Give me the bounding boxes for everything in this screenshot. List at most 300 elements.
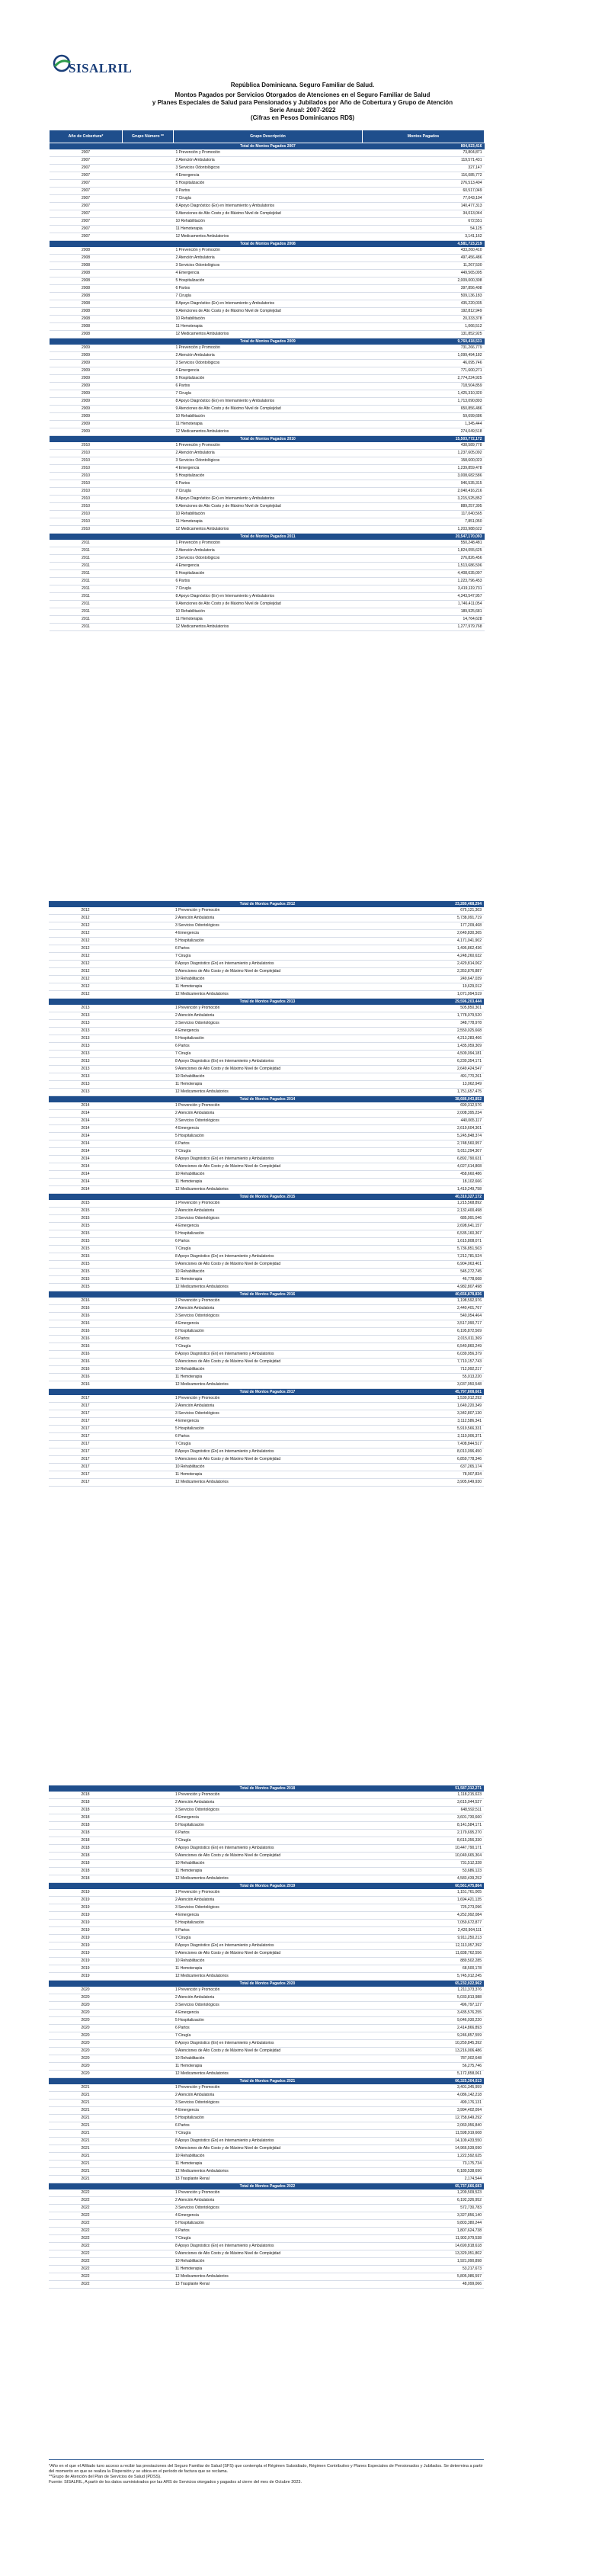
year-cell: 2012 <box>49 915 122 922</box>
amount-cell: 12,113,057,392 <box>362 1942 484 1950</box>
group-number-cell <box>122 1987 173 1994</box>
group-number-cell <box>123 511 174 518</box>
table-row <box>50 473 485 480</box>
group-description-cell: 9 Atenciones de Alto Costo y de Máximo Nivel de Complejidad <box>173 1359 362 1366</box>
table-row <box>49 1942 484 1950</box>
table-row <box>49 1837 484 1845</box>
year-cell: 2015 <box>49 1208 122 1215</box>
year-cell: 2013 <box>49 1051 122 1058</box>
amount-cell: 14,764,628 <box>363 616 485 624</box>
table-row <box>50 293 485 300</box>
total-spacer <box>122 1785 173 1792</box>
footnote-1: *Año en el que el Afiliado tuvo acceso a recibir las prestaciones del Seguro Familiar de Salud (SFS) que contempla el Régimen Subsidiado, Régimen Contributivo y Planes Especiales de Pensionados y Jubilados. Se determina a partir del momento en que se realiza la Dispersión y se ubica en el período de factura que se reclama. <box>49 2464 483 2474</box>
amount-cell: 2,649,424,547 <box>362 1066 484 1073</box>
group-number-cell <box>122 2100 173 2107</box>
group-number-cell <box>122 1156 173 1163</box>
amount-cell: 14,966,539,690 <box>362 2145 484 2153</box>
year-cell: 2017 <box>49 1395 122 1403</box>
year-cell: 2022 <box>49 2197 122 2205</box>
amount-cell: 2,619,604,301 <box>362 1125 484 1133</box>
group-number-cell <box>123 172 174 180</box>
year-total-label: Total de Montos Pagados 2007 <box>174 143 363 150</box>
amount-cell: 1,435,059,309 <box>362 1043 484 1051</box>
group-number-cell <box>122 1012 173 1020</box>
group-number-cell <box>123 352 174 360</box>
group-number-cell <box>122 2168 173 2176</box>
group-description-cell: 2 Atención Ambulatoria <box>173 1994 362 2002</box>
group-description-cell: 12 Medicamentos Ambulatorios <box>173 1973 362 1981</box>
year-cell: 2008 <box>50 293 123 300</box>
group-number-cell <box>123 406 174 413</box>
year-cell: 2009 <box>50 421 123 428</box>
group-number-cell <box>122 1320 173 1328</box>
table-row <box>49 907 484 915</box>
year-cell: 2015 <box>49 1253 122 1261</box>
group-description-cell: 3 Servicios Odontológicos <box>173 1118 362 1125</box>
amount-cell: 3,601,730,660 <box>362 1814 484 1822</box>
group-number-cell <box>122 968 173 976</box>
total-spacer <box>49 2183 122 2190</box>
year-cell: 2009 <box>50 428 123 436</box>
year-cell: 2014 <box>49 1133 122 1140</box>
year-cell: 2015 <box>49 1215 122 1223</box>
group-description-cell: 6 Partos <box>173 2122 362 2130</box>
group-description-cell: 8 Apoyo Diagnóstico (En) en Internamiento y Ambulatorios <box>173 1058 362 1066</box>
column-header: Montos Pagados <box>363 130 485 143</box>
group-number-cell <box>122 1822 173 1830</box>
group-number-cell <box>123 398 174 406</box>
amount-cell: 7,059,672,877 <box>362 1920 484 1927</box>
group-number-cell <box>123 247 174 255</box>
table-row <box>49 2273 484 2281</box>
group-number-cell <box>122 2063 173 2071</box>
table-row <box>49 1950 484 1958</box>
total-spacer <box>49 999 122 1006</box>
year-cell: 2018 <box>49 1792 122 1799</box>
table-row <box>49 1814 484 1822</box>
amount-cell: 53,217,673 <box>362 2266 484 2273</box>
amount-cell: 1,530,012,292 <box>362 1395 484 1403</box>
group-description-cell: 13 Trasplante Renal <box>173 2281 362 2289</box>
table-row <box>50 442 485 450</box>
group-number-cell <box>122 1950 173 1958</box>
group-number-cell <box>123 593 174 601</box>
amount-cell: 9,803,380,244 <box>362 2220 484 2228</box>
year-cell: 2019 <box>49 1950 122 1958</box>
amount-cell: 1,425,310,320 <box>363 390 485 398</box>
group-number-cell <box>122 1246 173 1253</box>
table-row <box>49 2084 484 2092</box>
group-description-cell: 8 Apoyo Diagnóstico (En) en Internamiento y Ambulatorios <box>174 593 363 601</box>
table-row <box>49 1935 484 1942</box>
amount-cell: 675,121,303 <box>362 907 484 915</box>
total-spacer <box>50 534 123 541</box>
group-number-cell <box>122 1410 173 1418</box>
year-cell: 2022 <box>49 2266 122 2273</box>
table-row <box>50 180 485 188</box>
group-description-cell: 2 Atención Ambulatoria <box>173 1305 362 1313</box>
year-cell: 2009 <box>50 413 123 421</box>
group-number-cell <box>122 991 173 999</box>
table-row <box>50 308 485 316</box>
group-number-cell <box>122 922 173 930</box>
table-row <box>50 233 485 241</box>
group-description-cell: 4 Emergencia <box>174 367 363 375</box>
group-number-cell <box>122 1200 173 1208</box>
group-description-cell: 9 Atenciones de Alto Costo y de Máximo Nivel de Complejidad <box>173 1456 362 1464</box>
table-row <box>49 1320 484 1328</box>
group-description-cell: 6 Partos <box>173 1927 362 1935</box>
year-cell: 2022 <box>49 2235 122 2243</box>
logo-text: SISALRIL <box>69 61 133 75</box>
group-description-cell: 5 Hospitalización <box>173 2115 362 2122</box>
group-description-cell: 12 Medicamentos Ambulatorios <box>173 2168 362 2176</box>
year-cell: 2012 <box>49 976 122 983</box>
table-row <box>50 585 485 593</box>
year-cell: 2011 <box>50 585 123 593</box>
group-description-cell: 7 Cirugía <box>173 1837 362 1845</box>
amount-cell: 78,907,834 <box>362 1471 484 1479</box>
group-number-cell <box>122 1328 173 1336</box>
year-cell: 2019 <box>49 1942 122 1950</box>
year-cell: 2013 <box>49 1081 122 1089</box>
year-cell: 2022 <box>49 2281 122 2289</box>
year-cell: 2021 <box>49 2161 122 2168</box>
year-cell: 2015 <box>49 1246 122 1253</box>
amount-cell: 3,435,576,255 <box>362 2010 484 2017</box>
total-spacer <box>50 143 123 150</box>
year-total-row <box>49 1291 484 1298</box>
group-number-cell <box>123 442 174 450</box>
amount-cell: 1,203,988,622 <box>363 526 485 534</box>
year-cell: 2022 <box>49 2250 122 2258</box>
group-description-cell: 7 Cirugía <box>173 953 362 961</box>
group-number-cell <box>122 1381 173 1389</box>
group-number-cell <box>123 285 174 293</box>
table-row <box>50 375 485 383</box>
table-row <box>50 563 485 570</box>
table-row <box>49 2153 484 2161</box>
group-description-cell: 7 Cirugía <box>174 195 363 203</box>
total-spacer <box>49 1096 122 1103</box>
group-description-cell: 11 Hemoterapia <box>173 2063 362 2071</box>
header-line-1: República Dominicana. Seguro Familiar de Salud. <box>230 82 375 88</box>
year-cell: 2015 <box>49 1261 122 1269</box>
table-row <box>49 2235 484 2243</box>
amount-cell: 3,327,856,140 <box>362 2212 484 2220</box>
table-row <box>49 976 484 983</box>
amount-cell: 10,259,845,392 <box>362 2040 484 2048</box>
group-number-cell <box>122 1343 173 1351</box>
group-number-cell <box>122 1920 173 1927</box>
group-number-cell <box>123 563 174 570</box>
amount-cell: 8,615,356,330 <box>362 1837 484 1845</box>
amount-cell: 11,598,919,608 <box>362 2130 484 2138</box>
amount-cell: 1,209,509,523 <box>362 2189 484 2197</box>
year-total-amount: 45,797,808,661 <box>362 1389 484 1396</box>
table-row <box>49 1830 484 1837</box>
year-cell: 2014 <box>49 1125 122 1133</box>
table-row <box>49 1133 484 1140</box>
table-row <box>49 2017 484 2025</box>
amount-cell: 2,774,224,925 <box>363 375 485 383</box>
year-cell: 2011 <box>50 555 123 563</box>
year-cell: 2021 <box>49 2100 122 2107</box>
table-row <box>49 1366 484 1374</box>
table-row <box>49 1868 484 1875</box>
table-row <box>49 2025 484 2032</box>
group-description-cell: 2 Atención Ambulatoria <box>173 2197 362 2205</box>
group-description-cell: 10 Rehabilitación <box>173 2258 362 2266</box>
group-description-cell: 7 Cirugía <box>173 1343 362 1351</box>
group-description-cell: 6 Partos <box>173 1043 362 1051</box>
amount-cell: 572,730,783 <box>362 2205 484 2212</box>
table-row <box>49 945 484 953</box>
total-spacer <box>122 1981 173 1987</box>
table-row <box>50 210 485 218</box>
group-number-cell <box>123 360 174 367</box>
table-row <box>49 1889 484 1897</box>
table-row <box>49 1920 484 1927</box>
group-description-cell: 1 Prevención y Promoción <box>173 2189 362 2197</box>
year-cell: 2020 <box>49 2002 122 2010</box>
amount-cell: 2,698,641,157 <box>362 1223 484 1230</box>
amount-cell: 274,049,518 <box>363 428 485 436</box>
total-spacer <box>49 1291 122 1298</box>
table-row <box>49 2161 484 2168</box>
group-description-cell: 6 Partos <box>173 2025 362 2032</box>
amount-cell: 440,065,117 <box>362 1118 484 1125</box>
amount-cell: 5,805,986,597 <box>362 2273 484 2281</box>
group-number-cell <box>123 277 174 285</box>
table-row <box>49 1043 484 1051</box>
table-row <box>49 1223 484 1230</box>
group-description-cell: 10 Rehabilitación <box>173 2153 362 2161</box>
amount-cell: 54,125 <box>363 226 485 233</box>
amount-cell: 4,583,439,252 <box>362 1875 484 1883</box>
amount-cell: 46,778,668 <box>362 1276 484 1284</box>
total-spacer <box>122 1096 173 1103</box>
table-row <box>49 1973 484 1981</box>
amount-cell: 9,046,030,220 <box>362 2017 484 2025</box>
group-description-cell: 11 Hemoterapia <box>174 616 363 624</box>
year-cell: 2012 <box>49 983 122 991</box>
group-description-cell: 11 Hemoterapia <box>174 323 363 331</box>
table-row <box>49 2002 484 2010</box>
total-spacer <box>50 338 123 345</box>
table-row <box>49 2281 484 2289</box>
group-description-cell: 6 Partos <box>174 480 363 488</box>
table-row <box>50 555 485 563</box>
year-cell: 2016 <box>49 1336 122 1343</box>
amount-cell: 192,812,949 <box>363 308 485 316</box>
group-number-cell <box>123 608 174 616</box>
amounts-table <box>49 130 485 631</box>
table-row <box>49 2115 484 2122</box>
group-description-cell: 10 Rehabilitación <box>173 1269 362 1276</box>
group-number-cell <box>123 203 174 210</box>
group-description-cell: 9 Atenciones de Alto Costo y de Máximo Nivel de Complejidad <box>173 1261 362 1269</box>
table-row <box>49 1853 484 1860</box>
group-description-cell: 8 Apoyo Diagnóstico (En) en Internamiento y Ambulatorios <box>173 1845 362 1853</box>
year-cell: 2010 <box>50 473 123 480</box>
amount-cell: 6,230,354,171 <box>362 1058 484 1066</box>
group-number-cell <box>122 1313 173 1320</box>
year-cell: 2022 <box>49 2212 122 2220</box>
group-description-cell: 7 Cirugía <box>173 2032 362 2040</box>
year-cell: 2020 <box>49 1994 122 2002</box>
group-number-cell <box>123 210 174 218</box>
total-spacer <box>122 2183 173 2190</box>
amount-cell: 433,260,410 <box>363 247 485 255</box>
table-row <box>50 624 485 631</box>
year-cell: 2021 <box>49 2122 122 2130</box>
year-cell: 2007 <box>50 172 123 180</box>
table-row <box>49 2063 484 2071</box>
group-description-cell: 1 Prevención y Promoción <box>174 442 363 450</box>
year-total-label: Total de Montos Pagados 2008 <box>174 241 363 248</box>
column-header: Grupo Descripción <box>174 130 363 143</box>
group-number-cell <box>122 2092 173 2100</box>
group-description-cell: 11 Hemoterapia <box>173 1868 362 1875</box>
year-cell: 2016 <box>49 1343 122 1351</box>
table-row <box>49 1912 484 1920</box>
total-spacer <box>50 241 123 248</box>
year-cell: 2021 <box>49 2092 122 2100</box>
table-row <box>50 352 485 360</box>
data-table-section <box>49 1785 484 2289</box>
year-cell: 2022 <box>49 2189 122 2197</box>
group-description-cell: 6 Partos <box>173 1830 362 1837</box>
group-number-cell <box>122 1118 173 1125</box>
table-row <box>49 1448 484 1456</box>
table-row <box>50 406 485 413</box>
group-number-cell <box>123 375 174 383</box>
group-number-cell <box>122 1089 173 1096</box>
year-total-label: Total de Montos Pagados 2016 <box>173 1291 362 1298</box>
table-row <box>49 1066 484 1073</box>
year-cell: 2010 <box>50 457 123 465</box>
group-number-cell <box>123 503 174 511</box>
group-description-cell: 12 Medicamentos Ambulatorios <box>173 1875 362 1883</box>
amount-cell: 672,551 <box>363 218 485 226</box>
table-row <box>49 1073 484 1081</box>
table-row <box>49 1163 484 1171</box>
table-row <box>49 1410 484 1418</box>
table-row <box>49 1381 484 1389</box>
total-spacer <box>122 2078 173 2085</box>
amount-cell: 5,736,851,503 <box>362 1246 484 1253</box>
year-total-amount: 65,232,022,962 <box>362 1981 484 1987</box>
table-row <box>50 157 485 165</box>
year-cell: 2013 <box>49 1089 122 1096</box>
year-cell: 2016 <box>49 1313 122 1320</box>
total-spacer <box>123 241 174 248</box>
year-cell: 2012 <box>49 991 122 999</box>
group-number-cell <box>122 2002 173 2010</box>
group-number-cell <box>122 2176 173 2183</box>
group-description-cell: 7 Cirugía <box>174 293 363 300</box>
group-number-cell <box>122 1860 173 1868</box>
group-number-cell <box>122 1433 173 1441</box>
group-number-cell <box>122 1456 173 1464</box>
year-cell: 2012 <box>49 968 122 976</box>
group-description-cell: 2 Atención Ambulatoria <box>173 1897 362 1904</box>
group-number-cell <box>122 1935 173 1942</box>
table-row <box>49 1215 484 1223</box>
group-number-cell <box>122 1351 173 1359</box>
group-number-cell <box>122 2010 173 2017</box>
group-description-cell: 1 Prevención y Promoción <box>174 345 363 352</box>
year-total-label: Total de Montos Pagados 2018 <box>173 1785 362 1792</box>
amount-cell: 1,921,090,898 <box>362 2258 484 2266</box>
year-cell: 2007 <box>50 180 123 188</box>
group-description-cell: 9 Atenciones de Alto Costo y de Máximo Nivel de Complejidad <box>173 2250 362 2258</box>
amount-cell: 648,592,511 <box>362 1807 484 1814</box>
group-number-cell <box>122 1875 173 1883</box>
group-number-cell <box>122 1261 173 1269</box>
amount-cell: 1,824,055,625 <box>363 547 485 555</box>
group-description-cell: 1 Prevención y Promoción <box>173 1102 362 1110</box>
amount-cell: 771,600,271 <box>363 367 485 375</box>
group-number-cell <box>122 1792 173 1799</box>
year-cell: 2016 <box>49 1366 122 1374</box>
group-description-cell: 6 Partos <box>173 1433 362 1441</box>
group-description-cell: 4 Emergencia <box>173 2107 362 2115</box>
group-description-cell: 11 Hemoterapia <box>173 1965 362 1973</box>
group-description-cell: 11 Hemoterapia <box>173 983 362 991</box>
group-description-cell: 11 Hemoterapia <box>174 421 363 428</box>
table-row <box>49 1020 484 1028</box>
year-cell: 2007 <box>50 149 123 157</box>
group-number-cell <box>122 1051 173 1058</box>
year-total-amount: 23,280,468,294 <box>362 901 484 907</box>
amount-cell: 19,629,012 <box>362 983 484 991</box>
amount-cell: 438,589,778 <box>363 442 485 450</box>
group-number-cell <box>122 1830 173 1837</box>
year-total-amount: 40,656,878,836 <box>362 1291 484 1298</box>
amount-cell: 2,060,956,840 <box>362 2122 484 2130</box>
group-description-cell: 8 Apoyo Diagnóstico (En) en Internamiento y Ambulatorios <box>173 2243 362 2250</box>
table-row <box>49 1208 484 1215</box>
year-cell: 2016 <box>49 1381 122 1389</box>
year-cell: 2009 <box>50 406 123 413</box>
year-cell: 2021 <box>49 2130 122 2138</box>
group-description-cell: 9 Atenciones de Alto Costo y de Máximo Nivel de Complejidad <box>174 503 363 511</box>
amount-cell: 1,807,624,738 <box>362 2228 484 2235</box>
header-line-4: Serie Anual: 2007-2022 <box>269 107 336 114</box>
table-row <box>49 1987 484 1994</box>
table-row <box>49 1822 484 1830</box>
table-row <box>49 1186 484 1194</box>
year-cell: 2021 <box>49 2115 122 2122</box>
year-cell: 2017 <box>49 1456 122 1464</box>
group-description-cell: 2 Atención Ambulatoria <box>174 352 363 360</box>
amount-cell: 509,136,183 <box>363 293 485 300</box>
amount-cell: 5,738,091,719 <box>362 915 484 922</box>
group-number-cell <box>122 1179 173 1186</box>
amount-cell: 276,826,456 <box>363 555 485 563</box>
group-description-cell: 10 Rehabilitación <box>173 1464 362 1471</box>
year-total-label: Total de Montos Pagados 2022 <box>173 2183 362 2190</box>
amount-cell: 59,699,686 <box>363 413 485 421</box>
group-description-cell: 4 Emergencia <box>173 1223 362 1230</box>
group-number-cell <box>123 218 174 226</box>
group-number-cell <box>122 1837 173 1845</box>
year-total-amount: 51,587,312,271 <box>362 1785 484 1792</box>
table-row <box>49 1246 484 1253</box>
table-row <box>49 1058 484 1066</box>
